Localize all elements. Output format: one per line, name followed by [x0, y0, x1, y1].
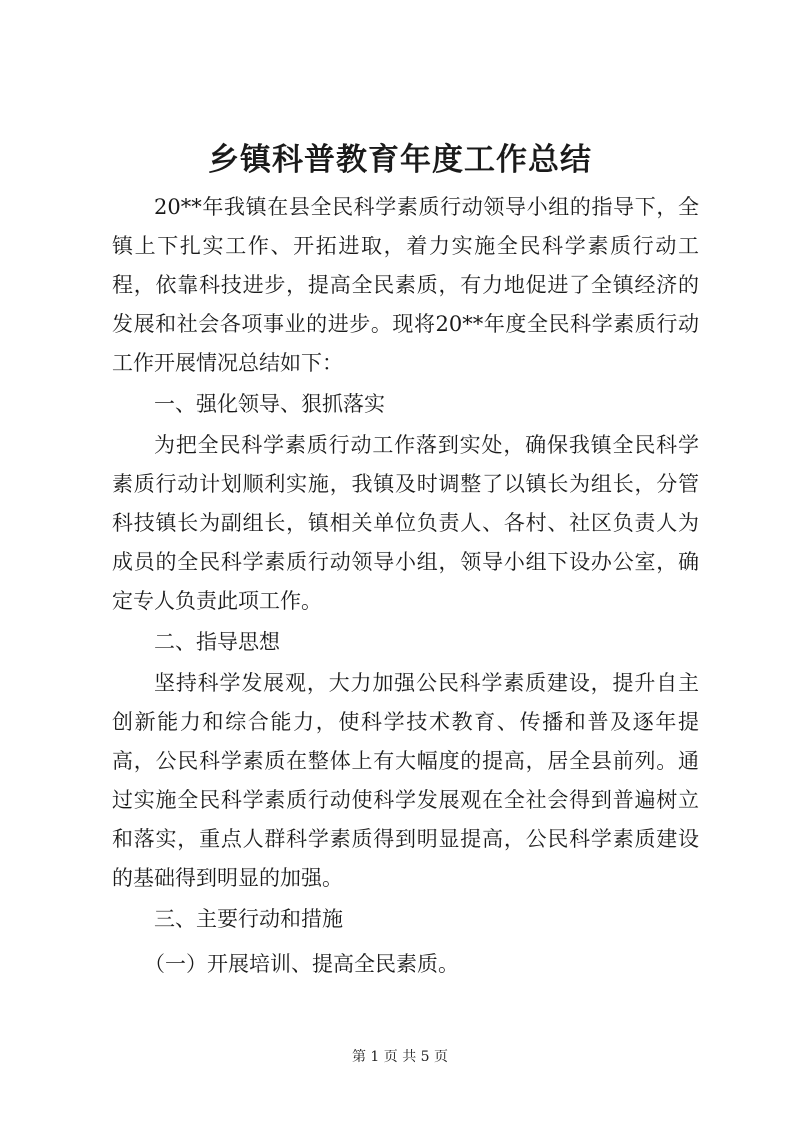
- document-title: 乡镇科普教育年度工作总结: [208, 142, 592, 178]
- document-body: [112, 188, 699, 987]
- section-1-paragraph: 为把全民科学素质行动工作落到实处，确保我镇全民科学素质行动计划顺利实施，我镇及时调整了以镇长为组长，分管科技镇长为副组长，镇相关单位负责人、各村、社区负责人为成员的全民科学素质行动领导小组，领导小组下设办公室，确定专人负责此项工作。: [112, 433, 699, 613]
- section-heading-2: 二、指导思想: [154, 630, 280, 654]
- page-number-footer: 第 1 页 共 5 页: [351, 1049, 449, 1065]
- intro-paragraph: 20**年我镇在县全民科学素质行动领导小组的指导下，全镇上下扎实工作、开拓进取，着力实施全民科学素质行动工程，依靠科技进步，提高全民素质，有力地促进了全镇经济的发展和社会各项事业的进步。现将20**年度全民科学素质行动工作开展情况总结如下：: [112, 195, 699, 375]
- section-2-paragraph: 坚持科学发展观，大力加强公民科学素质建设，提升自主创新能力和综合能力，使科学技术教育、传播和普及逐年提高，公民科学素质在整体上有大幅度的提高，居全县前列。通过实施全民科学素质行动使科学发展观在全社会得到普遍树立和落实，重点人群科学素质得到明显提高，公民科学素质建设的基础得到明显的加强。: [112, 671, 699, 890]
- section-heading-3: 三、主要行动和措施: [154, 907, 343, 931]
- subsection-heading-1: （一）开展培训、提高全民素质。: [144, 952, 459, 976]
- section-heading-1: 一、强化领导、狠抓落实: [154, 392, 385, 416]
